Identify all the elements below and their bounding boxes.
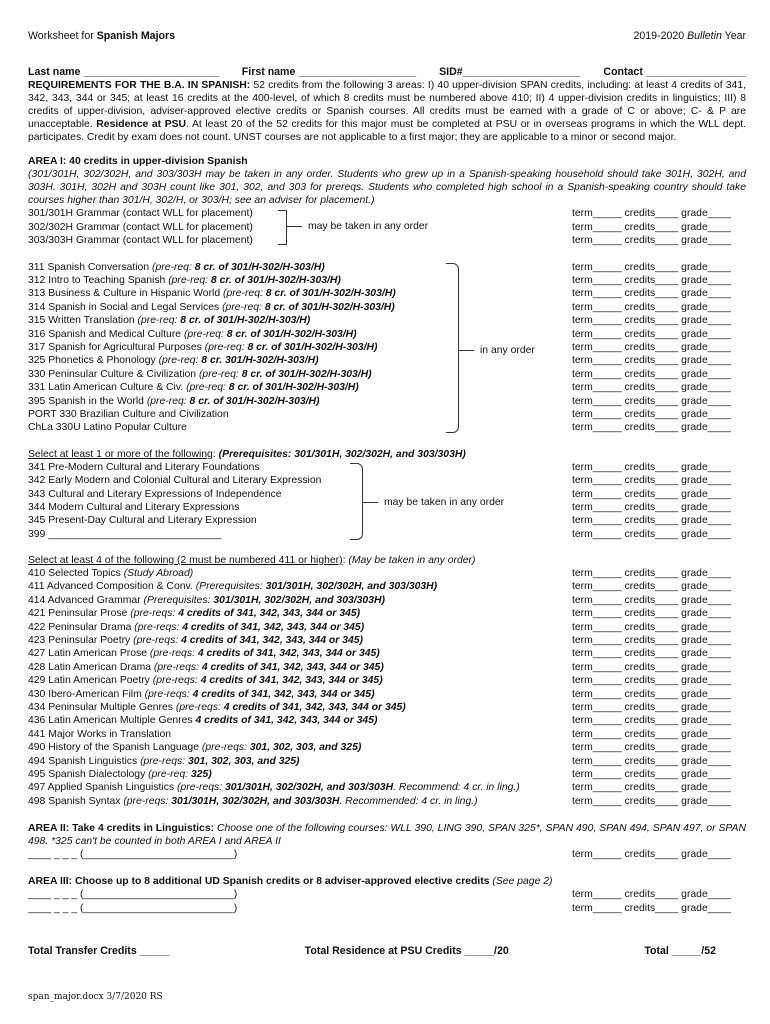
course-label: PORT 330 Brazilian Culture and Civilization bbox=[28, 408, 229, 420]
course-row bbox=[28, 528, 746, 541]
course-row bbox=[28, 634, 746, 647]
term-credits-grade[interactable]: term_____ credits____ grade____ bbox=[572, 275, 731, 287]
course-label: 331 Latin American Culture & Civ. (pre-req: 8 cr. of 301/H-302/H-303/H) bbox=[28, 382, 359, 394]
grammar-brace-label: may be taken in any order bbox=[308, 221, 429, 233]
course-label: 441 Major Works in Translation bbox=[28, 728, 172, 740]
courses-brace bbox=[446, 263, 459, 433]
term-credits-grade[interactable]: term_____ credits____ grade____ bbox=[572, 315, 731, 327]
course-label: 495 Spanish Dialectology (pre-req: 325) bbox=[28, 768, 212, 780]
term-credits-grade[interactable]: term_____ credits____ grade____ bbox=[572, 648, 731, 660]
course-row bbox=[28, 207, 746, 220]
bulletin-year: 2019-2020 Bulletin Year bbox=[633, 30, 746, 42]
course-label: 343 Cultural and Literary Expressions of Independence bbox=[28, 488, 282, 500]
course-row bbox=[28, 567, 746, 580]
course-row bbox=[28, 621, 746, 634]
select4-heading: Select at least 4 of the following (2 must be numbered 411 or higher): (May be taken in any order) bbox=[28, 555, 476, 567]
last-name-field[interactable]: Last name _______________________ bbox=[28, 66, 219, 79]
totals-bar bbox=[28, 945, 746, 958]
term-credits-grade[interactable]: term_____ credits____ grade____ bbox=[572, 221, 731, 233]
course-label: 341 Pre-Modern Cultural and Literary Foundations bbox=[28, 461, 260, 473]
worksheet-page bbox=[28, 30, 746, 959]
term-credits-grade[interactable]: term_____ credits____ grade____ bbox=[572, 395, 731, 407]
course-label: 301/301H Grammar (contact WLL for placement) bbox=[28, 208, 253, 220]
term-credits-grade[interactable]: term_____ credits____ grade____ bbox=[572, 675, 731, 687]
term-credits-grade[interactable]: term_____ credits____ grade____ bbox=[572, 488, 731, 500]
term-credits-grade[interactable]: term_____ credits____ grade____ bbox=[572, 715, 731, 727]
course-row bbox=[28, 261, 746, 274]
course-label: 315 Written Translation (pre-req: 8 cr. of 301/H-302/H-303/H) bbox=[28, 315, 311, 327]
course-row bbox=[28, 795, 746, 808]
course-label: 428 Latin American Drama (pre-reqs: 4 credits of 341, 342, 343, 344 or 345) bbox=[28, 661, 384, 673]
course-row bbox=[28, 368, 746, 381]
area3-blank[interactable]: ____ _ _ _ (__________________________) bbox=[28, 889, 238, 901]
page-header bbox=[28, 30, 746, 43]
course-label: 312 Intro to Teaching Spanish (pre-req: 8 cr. of 301/H-302/H-303/H) bbox=[28, 275, 341, 287]
course-row bbox=[28, 461, 746, 474]
course-label: 399 ______________________________ bbox=[28, 528, 222, 540]
course-row bbox=[28, 768, 746, 781]
course-label: 314 Spanish in Social and Legal Services (pre-req: 8 cr. of 301/H-302/H-303/H) bbox=[28, 301, 395, 313]
term-credits-grade[interactable]: term_____ credits____ grade____ bbox=[572, 501, 731, 513]
course-row bbox=[28, 674, 746, 687]
course-row bbox=[28, 314, 746, 327]
course-row bbox=[28, 701, 746, 714]
course-label: 342 Early Modern and Colonial Cultural and Literary Expression bbox=[28, 475, 322, 487]
term-credits-grade[interactable]: term_____ credits____ grade____ bbox=[572, 382, 731, 394]
requirements-paragraph: REQUIREMENTS FOR THE B.A. IN SPANISH: 52 credits from the following 3 areas: I) 40 upper-division SPAN credits, including: at least 4 credits of 341, 342, 343, 344 or 345; at least 16 credits at the 400-level, of which 8 credits must be numbered above 410; II) 4 upper-division credits in linguistics; III) 8 credits of upper-division, adviser-approved elective credits or Spanish courses. All credits must be earned with a grade of C or above; C- & P are unacceptable. Residence at PSU. At least 20 of the 52 credits for this major must be completed at PSU or in overseas programs in which the WLL dept. participates. Credit by exam does not count. UNST courses are not applicable to a first major; they are applicable to a minor or second major. bbox=[28, 80, 746, 144]
area2-heading: AREA II: Take 4 credits in Linguistics: Choose one of the following courses: WLL 390, LING 390, SPAN 325*, SPAN 490, SPAN 494, SPAN 497, or SPAN 498. *325 can't be counted in both AREA I and AREA II bbox=[28, 823, 746, 848]
term-credits-grade[interactable]: term_____ credits____ grade____ bbox=[572, 341, 731, 353]
course-label: 410 Selected Topics (Study Abroad) bbox=[28, 568, 194, 580]
area3-course-row bbox=[28, 902, 746, 915]
course-label: 414 Advanced Grammar (Prerequisites: 301/301H, 302/302H, and 303/303H) bbox=[28, 594, 385, 606]
course-row bbox=[28, 301, 746, 314]
course-label: 427 Latin American Prose (pre-reqs: 4 credits of 341, 342, 343, 344 or 345) bbox=[28, 648, 380, 660]
area2-section bbox=[28, 822, 746, 861]
core-courses-group bbox=[28, 261, 746, 435]
area3-heading: AREA III: Choose up to 8 additional UD Spanish credits or 8 adviser-approved elective credits (See page 2) bbox=[28, 876, 553, 888]
total-credits[interactable]: Total _____/52 bbox=[644, 945, 716, 958]
course-row bbox=[28, 474, 746, 487]
course-row bbox=[28, 234, 746, 247]
area1-note: (301/301H, 302/302H, and 303/303H may be taken in any order. Students who grew up in a Spanish-speaking household should take 301H, 302H, and 303H. 301H, 302H and 303H count like 301, 302, and 303 for prereqs. Students who completed high school in a Spanish-speaking country should take courses higher than 301/H, 302/H, or 303/H; see an adviser for placement.) bbox=[28, 169, 746, 207]
course-row bbox=[28, 661, 746, 674]
term-credits-grade[interactable]: term_____ credits____ grade____ bbox=[572, 661, 731, 673]
term-credits-grade[interactable]: term_____ credits____ grade____ bbox=[572, 635, 731, 647]
area3-course-row bbox=[28, 888, 746, 901]
term-credits-grade[interactable]: term_____ credits____ grade____ bbox=[572, 288, 731, 300]
area1-title: AREA I: 40 credits in upper-division Spanish bbox=[28, 156, 248, 168]
course-label: 411 Advanced Composition & Conv. (Prerequisites: 301/301H, 302/302H, and 303/303H) bbox=[28, 581, 438, 593]
term-credits-grade[interactable]: term_____ credits____ grade____ bbox=[572, 568, 731, 580]
course-row bbox=[28, 688, 746, 701]
course-label: 430 Ibero-American Film (pre-reqs: 4 credits of 341, 342, 343, 344 or 345) bbox=[28, 688, 375, 700]
worksheet-title: Worksheet for Spanish Majors bbox=[28, 30, 175, 42]
term-credits-grade[interactable]: term_____ credits____ grade____ bbox=[572, 782, 731, 794]
course-label: 302/302H Grammar (contact WLL for placement) bbox=[28, 221, 253, 233]
first-name-field[interactable]: First name ____________________ bbox=[241, 66, 417, 79]
term-credits-grade[interactable]: term_____ credits____ grade____ bbox=[572, 728, 731, 740]
select1-brace-label: may be taken in any order bbox=[384, 496, 505, 508]
area1-section bbox=[28, 155, 746, 808]
footer-filename: span_major.docx 3/7/2020 RS bbox=[28, 992, 163, 1002]
term-credits-grade[interactable]: term_____ credits____ grade____ bbox=[572, 261, 731, 273]
course-row bbox=[28, 408, 746, 421]
course-label: 422 Peninsular Drama (pre-reqs: 4 credits of 341, 342, 343, 344 or 345) bbox=[28, 621, 365, 633]
term-credits-grade[interactable]: term_____ credits____ grade____ bbox=[572, 742, 731, 754]
term-credits-grade[interactable]: term_____ credits____ grade____ bbox=[572, 701, 731, 713]
grammar-brace bbox=[278, 210, 287, 245]
course-label: 434 Peninsular Multiple Genres (pre-reqs: 4 credits of 341, 342, 343, 344 or 345) bbox=[28, 701, 406, 713]
course-label: 429 Latin American Poetry (pre-reqs: 4 credits of 341, 342, 343, 344 or 345) bbox=[28, 675, 383, 687]
course-label: 395 Spanish in the World (pre-req: 8 cr. of 301/H-302/H-303/H) bbox=[28, 395, 320, 407]
course-row bbox=[28, 580, 746, 593]
course-row bbox=[28, 714, 746, 727]
course-label: ChLa 330U Latino Popular Culture bbox=[28, 422, 187, 434]
area2-blank[interactable]: ____ _ _ _ (__________________________) bbox=[28, 849, 238, 861]
term-credits-grade[interactable]: term_____ credits____ grade____ bbox=[572, 422, 731, 434]
course-label: 497 Applied Spanish Linguistics (pre-reqs: 301/301H, 302/302H, and 303/303H. Recommend: 4 cr. in ling.) bbox=[28, 782, 520, 794]
course-row bbox=[28, 755, 746, 768]
course-row bbox=[28, 741, 746, 754]
total-residence-credits[interactable]: Total Residence at PSU Credits _____/20 bbox=[304, 945, 509, 958]
course-row bbox=[28, 647, 746, 660]
term-credits-grade[interactable]: term_____ credits____ grade____ bbox=[572, 328, 731, 340]
course-label: 494 Spanish Linguistics (pre-reqs: 301, 302, 303, and 325) bbox=[28, 755, 300, 767]
term-credits-grade[interactable]: term_____ credits____ grade____ bbox=[572, 849, 731, 861]
course-row bbox=[28, 607, 746, 620]
area3-blank[interactable]: ____ _ _ _ (__________________________) bbox=[28, 902, 238, 914]
term-credits-grade[interactable]: term_____ credits____ grade____ bbox=[572, 475, 731, 487]
course-label: 498 Spanish Syntax (pre-reqs: 301/301H, 302/302H, and 303/303H. Recommended: 4 cr. in ling.) bbox=[28, 795, 478, 807]
term-credits-grade[interactable]: term_____ credits____ grade____ bbox=[572, 208, 731, 220]
course-label: 313 Business & Culture in Hispanic World (pre-req: 8 cr. of 301/H-302/H-303/H) bbox=[28, 288, 396, 300]
course-label: 316 Spanish and Medical Culture (pre-req: 8 cr. of 301/H-302/H-303/H) bbox=[28, 328, 357, 340]
term-credits-grade[interactable]: term_____ credits____ grade____ bbox=[572, 608, 731, 620]
grammar-group bbox=[28, 207, 746, 247]
course-row bbox=[28, 274, 746, 287]
course-row bbox=[28, 341, 746, 354]
term-credits-grade[interactable]: term_____ credits____ grade____ bbox=[572, 768, 731, 780]
term-credits-grade[interactable]: term_____ credits____ grade____ bbox=[572, 368, 731, 380]
contact-field[interactable]: Contact _________________ bbox=[603, 66, 746, 79]
term-credits-grade[interactable]: term_____ credits____ grade____ bbox=[572, 301, 731, 313]
courses-brace-label: in any order bbox=[480, 344, 535, 356]
term-credits-grade[interactable]: term_____ credits____ grade____ bbox=[572, 355, 731, 367]
course-row bbox=[28, 728, 746, 741]
term-credits-grade[interactable]: term_____ credits____ grade____ bbox=[572, 621, 731, 633]
term-credits-grade[interactable]: term_____ credits____ grade____ bbox=[572, 795, 731, 807]
course-label: 317 Spanish for Agricultural Purposes (pre-req: 8 cr. of 301/H-302/H-303/H) bbox=[28, 341, 378, 353]
term-credits-grade[interactable]: term_____ credits____ grade____ bbox=[572, 408, 731, 420]
course-row bbox=[28, 514, 746, 527]
course-row bbox=[28, 354, 746, 367]
term-credits-grade[interactable]: term_____ credits____ grade____ bbox=[572, 581, 731, 593]
total-transfer-credits[interactable]: Total Transfer Credits _____ bbox=[28, 945, 170, 958]
area3-section bbox=[28, 875, 746, 915]
term-credits-grade[interactable]: term_____ credits____ grade____ bbox=[572, 515, 731, 527]
course-label: 344 Modern Cultural and Literary Expressions bbox=[28, 501, 240, 513]
course-row bbox=[28, 594, 746, 607]
term-credits-grade[interactable]: term_____ credits____ grade____ bbox=[572, 594, 731, 606]
course-row bbox=[28, 781, 746, 794]
course-label: 421 Peninsular Prose (pre-reqs: 4 credits of 341, 342, 343, 344 or 345) bbox=[28, 608, 361, 620]
course-row bbox=[28, 328, 746, 341]
student-info-bar bbox=[28, 66, 746, 79]
course-label: 303/303H Grammar (contact WLL for placement) bbox=[28, 235, 253, 247]
term-credits-grade[interactable]: term_____ credits____ grade____ bbox=[572, 688, 731, 700]
term-credits-grade[interactable]: term_____ credits____ grade____ bbox=[572, 528, 731, 540]
area2-course-row bbox=[28, 848, 746, 861]
course-label: 423 Peninsular Poetry (pre-reqs: 4 credits of 341, 342, 343, 344 or 345) bbox=[28, 635, 364, 647]
course-label: 311 Spanish Conversation (pre-req: 8 cr. of 301/H-302/H-303/H) bbox=[28, 261, 325, 273]
select4-group bbox=[28, 567, 746, 808]
course-row bbox=[28, 287, 746, 300]
course-row bbox=[28, 381, 746, 394]
course-row bbox=[28, 395, 746, 408]
course-label: 330 Peninsular Culture & Civilization (pre-req: 8 cr. of 301/H-302/H-303/H) bbox=[28, 368, 372, 380]
select1-heading: Select at least 1 or more of the following: (Prerequisites: 301/301H, 302/302H, and 303/303H) bbox=[28, 448, 466, 460]
sid-field[interactable]: SID#____________________ bbox=[439, 66, 581, 79]
course-label: 436 Latin American Multiple Genres 4 credits of 341, 342, 343, 344 or 345) bbox=[28, 715, 378, 727]
course-label: 490 History of the Spanish Language (pre-reqs: 301, 302, 303, and 325) bbox=[28, 742, 362, 754]
term-credits-grade[interactable]: term_____ credits____ grade____ bbox=[572, 461, 731, 473]
course-label: 325 Phonetics & Phonology (pre-req: 8 cr. 301/H-302/H-303/H) bbox=[28, 355, 319, 367]
term-credits-grade[interactable]: term_____ credits____ grade____ bbox=[572, 902, 731, 914]
course-row bbox=[28, 421, 746, 434]
term-credits-grade[interactable]: term_____ credits____ grade____ bbox=[572, 889, 731, 901]
course-label: 345 Present-Day Cultural and Literary Expression bbox=[28, 515, 257, 527]
select1-group bbox=[28, 461, 746, 541]
term-credits-grade[interactable]: term_____ credits____ grade____ bbox=[572, 755, 731, 767]
term-credits-grade[interactable]: term_____ credits____ grade____ bbox=[572, 235, 731, 247]
